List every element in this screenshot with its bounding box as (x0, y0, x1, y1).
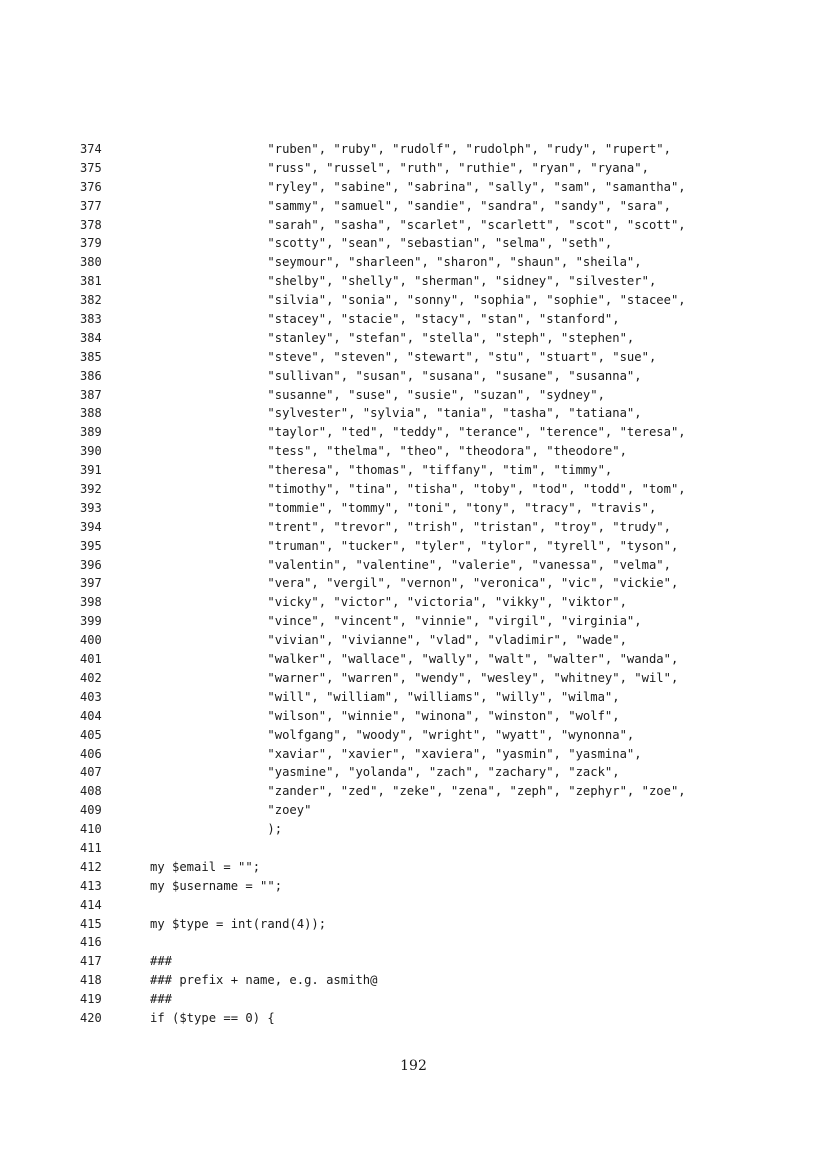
code-text: "vince", "vincent", "vinnie", "virgil", "virginia", (150, 614, 642, 629)
code-text: "tess", "thelma", "theo", "theodora", "theodore", (150, 444, 627, 459)
code-text: "ruben", "ruby", "rudolf", "rudolph", "rudy", "rupert", (150, 142, 671, 156)
code-line (0, 234, 827, 253)
line-number: 399 (80, 614, 102, 629)
code-text: "valentin", "valentine", "valerie", "vanessa", "velma", (150, 557, 671, 572)
line-number: 420 (80, 1010, 102, 1025)
code-line (0, 178, 827, 197)
code-text: "walker", "wallace", "wally", "walt", "walter", "wanda", (150, 652, 679, 667)
code-line (0, 556, 827, 575)
line-number: 383 (80, 312, 102, 327)
code-listing (0, 140, 827, 1028)
code-line (0, 574, 827, 593)
line-number: 379 (80, 236, 102, 251)
line-number: 397 (80, 576, 102, 591)
code-text: "steve", "steven", "stewart", "stu", "stuart", "sue", (150, 349, 657, 364)
line-number: 398 (80, 595, 102, 610)
line-number: 389 (80, 425, 102, 440)
code-line (0, 933, 827, 952)
line-number: 381 (80, 274, 102, 289)
code-text: "truman", "tucker", "tyler", "tylor", "tyrell", "tyson", (150, 538, 679, 553)
line-number: 414 (80, 897, 102, 912)
code-text: if ($type == 0) { (150, 1010, 275, 1025)
code-text: "sarah", "sasha", "scarlet", "scarlett", "scot", "scott", (150, 217, 686, 232)
code-line (0, 669, 827, 688)
code-text: "will", "william", "williams", "willy", "wilma", (150, 689, 620, 704)
line-number: 396 (80, 557, 102, 572)
code-text: "stanley", "stefan", "stella", "steph", "stephen", (150, 330, 635, 345)
code-text: "vivian", "vivianne", "vlad", "vladimir", "wade", (150, 633, 627, 648)
code-text: "sylvester", "sylvia", "tania", "tasha", "tatiana", (150, 406, 642, 421)
code-line (0, 650, 827, 669)
code-text: "ryley", "sabine", "sabrina", "sally", "sam", "samantha", (150, 179, 686, 194)
code-line (0, 367, 827, 386)
code-text: "taylor", "ted", "teddy", "terance", "terence", "teresa", (150, 425, 686, 440)
line-number: 387 (80, 387, 102, 402)
line-number: 374 (80, 142, 102, 156)
line-number: 408 (80, 784, 102, 799)
code-line (0, 726, 827, 745)
code-text: "silvia", "sonia", "sonny", "sophia", "sophie", "stacee", (150, 293, 686, 308)
line-number: 392 (80, 482, 102, 497)
code-text: "yasmine", "yolanda", "zach", "zachary", "zack", (150, 765, 620, 780)
line-number: 384 (80, 330, 102, 345)
code-line (0, 877, 827, 896)
code-text: ### (150, 992, 173, 1007)
code-text: "seymour", "sharleen", "sharon", "shaun", "sheila", (150, 255, 642, 270)
code-line (0, 404, 827, 423)
code-text: ### prefix + name, e.g. asmith@ (150, 973, 378, 988)
code-line (0, 820, 827, 839)
code-line (0, 310, 827, 329)
line-number: 401 (80, 652, 102, 667)
line-number: 406 (80, 746, 102, 761)
code-text: "trent", "trevor", "trish", "tristan", "troy", "trudy", (150, 519, 671, 534)
code-text: "susanne", "suse", "susie", "suzan", "sydney", (150, 387, 605, 402)
line-number: 416 (80, 935, 102, 950)
code-line (0, 782, 827, 801)
code-line (0, 593, 827, 612)
code-text: "vera", "vergil", "vernon", "veronica", "vic", "vickie", (150, 576, 679, 591)
code-text: "sullivan", "susan", "susana", "susane", "susanna", (150, 368, 642, 383)
code-line (0, 197, 827, 216)
code-text: "vicky", "victor", "victoria", "vikky", "viktor", (150, 595, 627, 610)
line-number: 404 (80, 708, 102, 723)
code-line (0, 952, 827, 971)
code-line (0, 971, 827, 990)
code-line (0, 291, 827, 310)
code-text: "sammy", "samuel", "sandie", "sandra", "sandy", "sara", (150, 198, 671, 213)
line-number: 418 (80, 973, 102, 988)
line-number: 409 (80, 803, 102, 818)
line-number: 377 (80, 198, 102, 213)
code-line (0, 423, 827, 442)
line-number: 407 (80, 765, 102, 780)
code-line (0, 763, 827, 782)
code-text: "wilson", "winnie", "winona", "winston", "wolf", (150, 708, 620, 723)
code-line (0, 915, 827, 934)
code-text: "stacey", "stacie", "stacy", "stan", "stanford", (150, 312, 620, 327)
line-number: 390 (80, 444, 102, 459)
code-text: "theresa", "thomas", "tiffany", "tim", "timmy", (150, 463, 613, 478)
code-text: "shelby", "shelly", "sherman", "sidney", "silvester", (150, 274, 657, 289)
line-number: 413 (80, 878, 102, 893)
code-line (0, 537, 827, 556)
code-line (0, 480, 827, 499)
code-text: "scotty", "sean", "sebastian", "selma", "seth", (150, 236, 613, 251)
code-text: "warner", "warren", "wendy", "wesley", "whitney", "wil", (150, 670, 679, 685)
code-line (0, 631, 827, 650)
line-number: 405 (80, 727, 102, 742)
line-number: 395 (80, 538, 102, 553)
line-number: 393 (80, 500, 102, 515)
line-number: 410 (80, 822, 102, 837)
line-number: 376 (80, 179, 102, 194)
code-text: "timothy", "tina", "tisha", "toby", "tod", "todd", "tom", (150, 482, 686, 497)
line-number: 411 (80, 840, 102, 855)
code-line (0, 896, 827, 915)
code-line (0, 272, 827, 291)
code-line (0, 745, 827, 764)
code-line (0, 990, 827, 1009)
code-line (0, 216, 827, 235)
line-number: 415 (80, 916, 102, 931)
code-line (0, 253, 827, 272)
page-number: 192 (400, 1058, 427, 1074)
code-text: "tommie", "tommy", "toni", "tony", "tracy", "travis", (150, 500, 657, 515)
line-number: 394 (80, 519, 102, 534)
code-text: "zoey" (150, 803, 312, 818)
line-number: 378 (80, 217, 102, 232)
code-text: ### (150, 954, 173, 969)
code-text: "wolfgang", "woody", "wright", "wyatt", "wynonna", (150, 727, 635, 742)
code-line (0, 1009, 827, 1028)
line-number: 375 (80, 160, 102, 175)
line-number: 412 (80, 859, 102, 874)
code-line (0, 442, 827, 461)
code-line (0, 801, 827, 820)
code-text: my $email = ""; (150, 859, 261, 874)
code-text: "russ", "russel", "ruth", "ruthie", "ryan", "ryana", (150, 160, 649, 175)
line-number: 380 (80, 255, 102, 270)
code-text: "xaviar", "xavier", "xaviera", "yasmin", "yasmina", (150, 746, 642, 761)
line-number: 403 (80, 689, 102, 704)
code-line (0, 612, 827, 631)
line-number: 385 (80, 349, 102, 364)
code-line (0, 839, 827, 858)
code-line (0, 159, 827, 178)
line-number: 386 (80, 368, 102, 383)
code-text: ); (150, 822, 283, 837)
code-text: "zander", "zed", "zeke", "zena", "zeph", "zephyr", "zoe", (150, 784, 686, 799)
code-line (0, 140, 827, 159)
code-line (0, 386, 827, 405)
code-text: my $type = int(rand(4)); (150, 916, 327, 931)
line-number: 417 (80, 954, 102, 969)
code-line (0, 499, 827, 518)
code-line (0, 858, 827, 877)
code-line (0, 707, 827, 726)
line-number: 388 (80, 406, 102, 421)
code-line (0, 348, 827, 367)
line-number: 419 (80, 992, 102, 1007)
line-number: 391 (80, 463, 102, 478)
code-line (0, 518, 827, 537)
line-number: 402 (80, 670, 102, 685)
code-text: my $username = ""; (150, 878, 283, 893)
line-number: 400 (80, 633, 102, 648)
code-line (0, 329, 827, 348)
code-line (0, 688, 827, 707)
line-number: 382 (80, 293, 102, 308)
code-line (0, 461, 827, 480)
